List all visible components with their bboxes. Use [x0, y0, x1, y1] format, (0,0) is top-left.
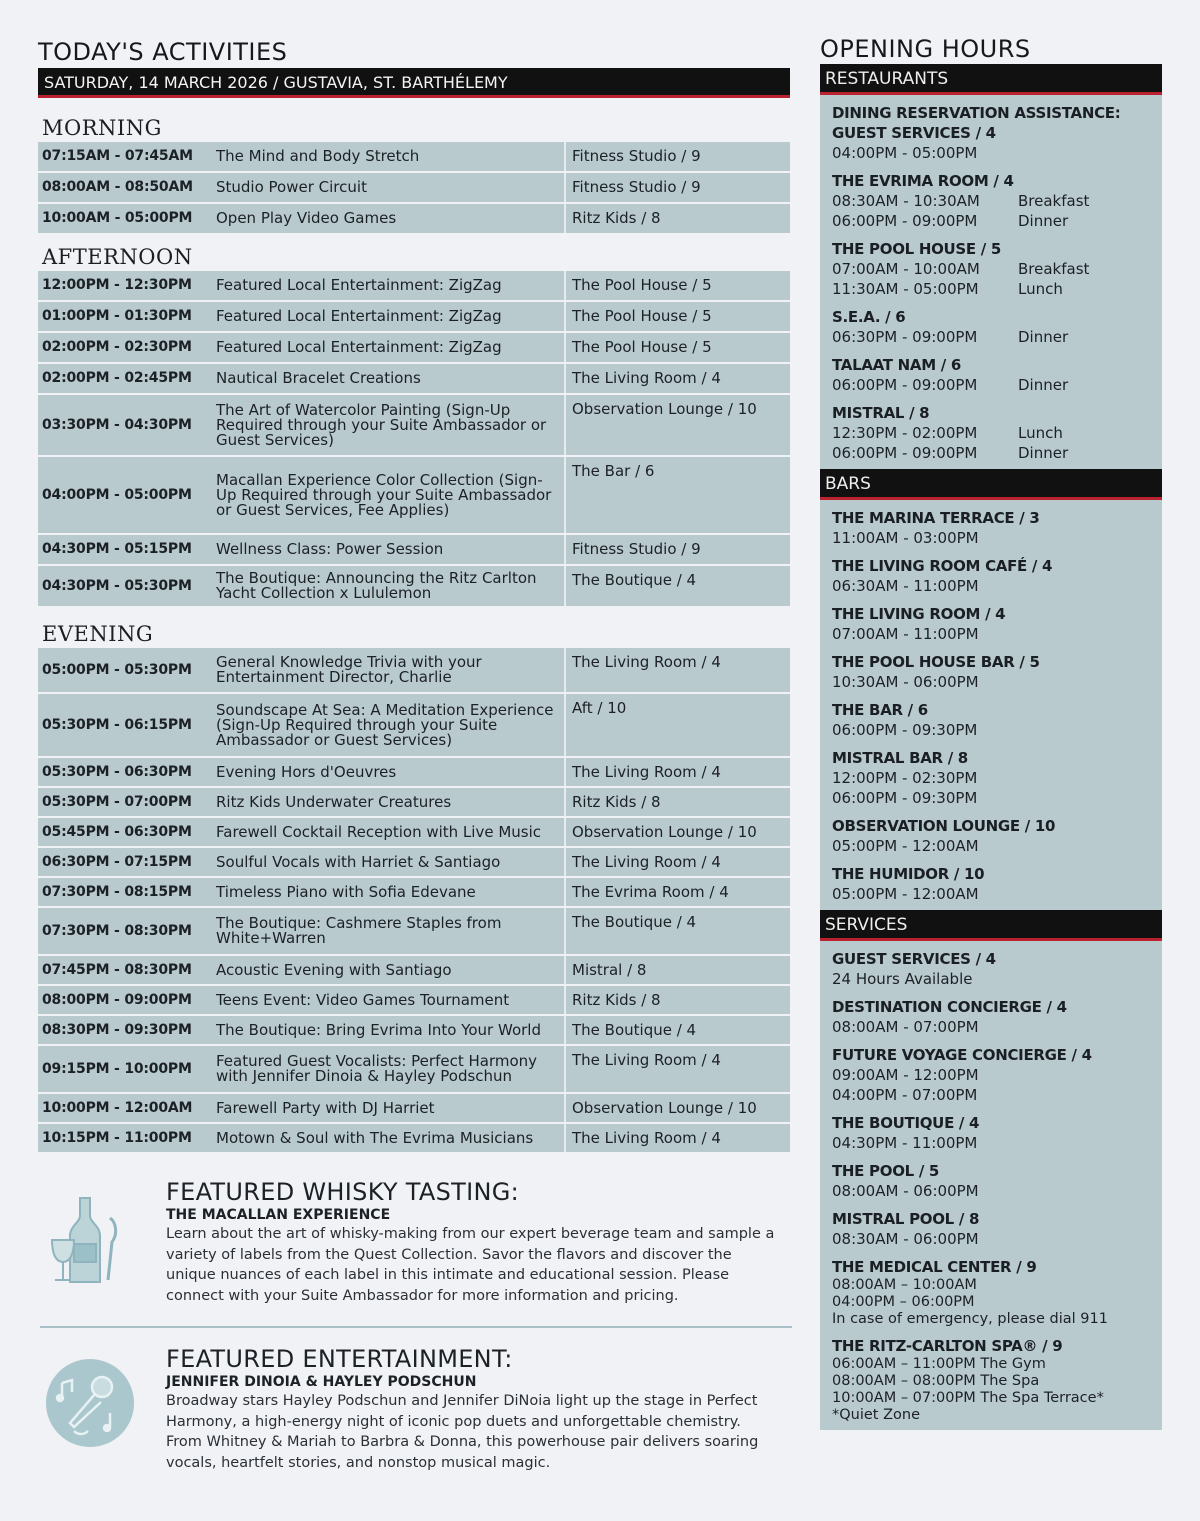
services-panel [820, 941, 1162, 1430]
activity-time: 09:15PM - 10:00PM [38, 1046, 212, 1092]
venue-name: THE EVRIMA ROOM / 4 [832, 172, 1014, 190]
activity-row [38, 271, 790, 300]
venue-entry [832, 1045, 1152, 1105]
venue-entry [832, 103, 1152, 163]
venue-name: OBSERVATION LOUNGE / 10 [832, 817, 1056, 835]
activity-row [38, 788, 790, 816]
hours-row [832, 1065, 1152, 1085]
venue-name: GUEST SERVICES / 4 [832, 950, 996, 968]
featured-whisky-subtitle: THE MACALLAN EXPERIENCE [166, 1207, 391, 1223]
venue-entry [832, 1209, 1152, 1249]
restaurants-heading: RESTAURANTS [820, 64, 1162, 95]
venue-entry [832, 604, 1152, 644]
activity-row [38, 173, 790, 202]
activity-name: Evening Hors d'Oeuvres [212, 758, 566, 786]
activities-title: TODAY'S ACTIVITIES [38, 38, 288, 66]
venue-entry [832, 997, 1152, 1037]
venue-entry [832, 355, 1152, 395]
hours-time: 08:00AM - 07:00PM [832, 1018, 979, 1036]
venue-name: THE POOL / 5 [832, 1162, 940, 1180]
activity-name: Ritz Kids Underwater Creatures [212, 788, 566, 816]
hours-time: 24 Hours Available [832, 970, 973, 988]
venue-entry [832, 700, 1152, 740]
morning-heading: MORNING [42, 116, 162, 140]
activity-time: 01:00PM - 01:30PM [38, 302, 212, 331]
activity-row [38, 908, 790, 954]
date-location-bar: SATURDAY, 14 MARCH 2026 / GUSTAVIA, ST. BARTHÉLEMY [38, 68, 790, 98]
activity-name: The Mind and Body Stretch [212, 142, 566, 171]
activity-name: Featured Guest Vocalists: Perfect Harmony with Jennifer Dinoia & Hayley Podschun [212, 1046, 566, 1092]
activity-name: General Knowledge Trivia with your Entertainment Director, Charlie [212, 648, 566, 692]
hours-row [832, 624, 1152, 644]
activity-time: 07:30PM - 08:30PM [38, 908, 212, 954]
venue-entry [832, 1161, 1152, 1201]
hours-time: 08:30AM - 10:30AM [832, 192, 980, 210]
meal-label: Breakfast [1018, 260, 1090, 278]
activity-row [38, 142, 790, 171]
activity-location: Observation Lounge / 10 [566, 1094, 790, 1122]
hours-time: 07:00AM - 10:00AM [832, 260, 980, 278]
venue-entry [832, 403, 1152, 463]
activity-time: 05:30PM - 07:00PM [38, 788, 212, 816]
hours-time: 06:00PM - 09:00PM [832, 444, 978, 462]
activity-location: Mistral / 8 [566, 956, 790, 984]
body-line: Learn about the art of whisky-making from our expert beverage team and sample a [166, 1226, 775, 1242]
featured-entertainment-body [166, 1391, 796, 1473]
bars-heading: BARS [820, 469, 1162, 500]
featured-entertainment-title: FEATURED ENTERTAINMENT: [166, 1345, 513, 1373]
activity-time: 06:30PM - 07:15PM [38, 848, 212, 876]
activity-time: 07:15AM - 07:45AM [38, 142, 212, 171]
hours-row [832, 259, 1152, 279]
activity-name: Soulful Vocals with Harriet & Santiago [212, 848, 566, 876]
venue-name: DESTINATION CONCIERGE / 4 [832, 998, 1067, 1016]
venue-name: THE MEDICAL CENTER / 9 [832, 1258, 1037, 1276]
featured-whisky-body [166, 1224, 796, 1306]
activity-location: Aft / 10 [566, 694, 790, 756]
venue-entry [832, 239, 1152, 299]
hours-row [832, 279, 1152, 299]
meal-label: Dinner [1018, 212, 1069, 230]
services-heading: SERVICES [820, 910, 1162, 941]
hours-row [832, 576, 1152, 596]
activity-time: 07:30PM - 08:15PM [38, 878, 212, 906]
hours-time: 06:00AM – 11:00PM The Gym [832, 1356, 1046, 1372]
activity-time: 08:00AM - 08:50AM [38, 173, 212, 202]
hours-time: 04:00PM - 05:00PM [832, 144, 978, 162]
venue-entry [832, 307, 1152, 347]
activity-row [38, 1094, 790, 1122]
evening-table [38, 646, 790, 1154]
hours-row [832, 720, 1152, 740]
activity-location: Fitness Studio / 9 [566, 535, 790, 564]
morning-table [38, 140, 790, 235]
hours-time: 07:00AM - 11:00PM [832, 625, 979, 643]
activity-row [38, 302, 790, 331]
activity-name: The Boutique: Bring Evrima Into Your World [212, 1016, 566, 1044]
activity-location: The Living Room / 4 [566, 1046, 790, 1092]
hours-row [832, 443, 1152, 463]
venue-note: In case of emergency, please dial 911 [832, 1311, 1108, 1327]
hours-row [832, 327, 1152, 347]
activity-time: 12:00PM - 12:30PM [38, 271, 212, 300]
activity-name: Farewell Party with DJ Harriet [212, 1094, 566, 1122]
venue-name: FUTURE VOYAGE CONCIERGE / 4 [832, 1046, 1092, 1064]
hours-time: 04:00PM – 06:00PM [832, 1294, 975, 1310]
activity-row [38, 818, 790, 846]
hours-time: 10:00AM – 07:00PM The Spa Terrace* [832, 1390, 1104, 1406]
activity-time: 05:45PM - 06:30PM [38, 818, 212, 846]
activity-row [38, 395, 790, 455]
hours-time: 08:00AM - 06:00PM [832, 1182, 979, 1200]
restaurants-panel [820, 95, 1162, 469]
activity-location: The Living Room / 4 [566, 364, 790, 393]
afternoon-heading: AFTERNOON [42, 245, 193, 269]
activity-location: The Pool House / 5 [566, 333, 790, 362]
activity-name: Soundscape At Sea: A Meditation Experience (Sign-Up Required through your Suite Ambassador or Guest Services) [212, 694, 566, 756]
activity-row [38, 758, 790, 786]
activity-row [38, 1016, 790, 1044]
activity-name: Teens Event: Video Games Tournament [212, 986, 566, 1014]
activity-time: 02:00PM - 02:30PM [38, 333, 212, 362]
activity-time: 10:00AM - 05:00PM [38, 204, 212, 233]
hours-time: 06:00PM - 09:00PM [832, 376, 978, 394]
activity-location: The Pool House / 5 [566, 302, 790, 331]
activity-time: 08:30PM - 09:30PM [38, 1016, 212, 1044]
activity-time: 07:45PM - 08:30PM [38, 956, 212, 984]
hours-row [832, 1133, 1152, 1153]
activity-name: Farewell Cocktail Reception with Live Music [212, 818, 566, 846]
activity-row [38, 333, 790, 362]
activity-name: The Boutique: Announcing the Ritz Carlton Yacht Collection x Lululemon [212, 566, 566, 606]
activity-name: Studio Power Circuit [212, 173, 566, 202]
activity-location: The Bar / 6 [566, 457, 790, 533]
activity-name: The Art of Watercolor Painting (Sign-Up Required through your Suite Ambassador or Guest Services) [212, 395, 566, 455]
body-line: From Whitney & Mariah to Barbra & Donna, this powerhouse pair delivers soaring [166, 1434, 759, 1450]
activity-row [38, 1046, 790, 1092]
activity-row [38, 204, 790, 233]
body-line: unique nuances of each label in this intimate and educational session. Please [166, 1267, 730, 1283]
venue-name: DINING RESERVATION ASSISTANCE: [832, 104, 1121, 122]
venue-entry [832, 1257, 1152, 1328]
venue-entry [832, 556, 1152, 596]
activity-location: Ritz Kids / 8 [566, 986, 790, 1014]
activity-time: 05:30PM - 06:15PM [38, 694, 212, 756]
meal-label: Dinner [1018, 328, 1069, 346]
hours-time: 08:30AM - 06:00PM [832, 1230, 979, 1248]
venue-entry [832, 508, 1152, 548]
meal-label: Dinner [1018, 444, 1069, 462]
meal-label: Lunch [1018, 280, 1063, 298]
hours-row [832, 1181, 1152, 1201]
hours-row [832, 423, 1152, 443]
activity-location: Fitness Studio / 9 [566, 142, 790, 171]
activity-time: 10:15PM - 11:00PM [38, 1124, 212, 1152]
activity-row [38, 878, 790, 906]
activity-name: Macallan Experience Color Collection (Sign-Up Required through your Suite Ambassador or Guest Services, Fee Applies) [212, 457, 566, 533]
activity-location: The Boutique / 4 [566, 908, 790, 954]
hours-time: 04:30PM - 11:00PM [832, 1134, 978, 1152]
hours-time: 10:30AM - 06:00PM [832, 673, 979, 691]
wine-bottle-glass-icon [48, 1196, 132, 1286]
venue-name: MISTRAL / 8 [832, 404, 930, 422]
hours-time: 06:00PM - 09:00PM [832, 212, 978, 230]
activity-name: Nautical Bracelet Creations [212, 364, 566, 393]
venue-name: THE LIVING ROOM / 4 [832, 605, 1006, 623]
activity-time: 04:30PM - 05:30PM [38, 566, 212, 606]
hours-time: 09:00AM - 12:00PM [832, 1066, 979, 1084]
activity-time: 02:00PM - 02:45PM [38, 364, 212, 393]
hours-row [832, 768, 1152, 788]
hours-row [832, 672, 1152, 692]
activity-location: Observation Lounge / 10 [566, 395, 790, 455]
hours-time: 05:00PM - 12:00AM [832, 885, 979, 903]
hours-row [832, 1277, 1152, 1294]
venue-entry [832, 1113, 1152, 1153]
activity-name: Featured Local Entertainment: ZigZag [212, 302, 566, 331]
venue-name: THE LIVING ROOM CAFÉ / 4 [832, 557, 1053, 575]
activity-time: 10:00PM - 12:00AM [38, 1094, 212, 1122]
activity-name: Wellness Class: Power Session [212, 535, 566, 564]
meal-label: Breakfast [1018, 192, 1090, 210]
activity-row [38, 364, 790, 393]
activity-time: 05:30PM - 06:30PM [38, 758, 212, 786]
evening-heading: EVENING [42, 622, 154, 646]
hours-row [832, 788, 1152, 808]
activity-name: Open Play Video Games [212, 204, 566, 233]
venue-name: TALAAT NAM / 6 [832, 356, 961, 374]
activity-location: The Living Room / 4 [566, 1124, 790, 1152]
activity-row [38, 535, 790, 564]
venue-name: THE POOL HOUSE BAR / 5 [832, 653, 1040, 671]
activity-row [38, 457, 790, 533]
hours-row [832, 836, 1152, 856]
activity-name: Featured Local Entertainment: ZigZag [212, 271, 566, 300]
hours-time: 06:00PM - 09:30PM [832, 721, 978, 739]
body-line: Harmony, a high-energy night of iconic pop duets and unforgettable chemistry. [166, 1413, 741, 1430]
activity-time: 08:00PM - 09:00PM [38, 986, 212, 1014]
hours-time: 06:00PM - 09:30PM [832, 789, 978, 807]
venue-name: GUEST SERVICES / 4 [832, 124, 996, 142]
venue-name: THE RITZ-CARLTON SPA® / 9 [832, 1337, 1063, 1355]
featured-entertainment-subtitle: JENNIFER DINOIA & HAYLEY PODSCHUN [166, 1374, 477, 1390]
activity-location: Ritz Kids / 8 [566, 788, 790, 816]
hours-row [832, 1085, 1152, 1105]
hours-row [832, 375, 1152, 395]
activity-name: Motown & Soul with The Evrima Musicians [212, 1124, 566, 1152]
hours-row [832, 1017, 1152, 1037]
hours-time: 06:30AM - 11:00PM [832, 577, 979, 595]
activity-row [38, 848, 790, 876]
activity-location: Observation Lounge / 10 [566, 818, 790, 846]
hours-row [832, 1390, 1152, 1407]
venue-entry [832, 864, 1152, 904]
opening-hours-column [820, 34, 1162, 1430]
activity-location: The Boutique / 4 [566, 1016, 790, 1044]
hours-time: 12:30PM - 02:00PM [832, 424, 978, 442]
featured-whisky-section [40, 1178, 796, 1318]
activity-time: 03:30PM - 04:30PM [38, 395, 212, 455]
activity-name: Featured Local Entertainment: ZigZag [212, 333, 566, 362]
hours-row [832, 1229, 1152, 1249]
hours-time: 11:30AM - 05:00PM [832, 280, 979, 298]
activity-location: Fitness Studio / 9 [566, 173, 790, 202]
activities-column [38, 38, 794, 1154]
opening-hours-title: OPENING HOURS [820, 35, 1031, 63]
venue-entry [832, 748, 1152, 808]
activity-location: The Living Room / 4 [566, 848, 790, 876]
hours-time: 12:00PM - 02:30PM [832, 769, 978, 787]
hours-time: 04:00PM - 07:00PM [832, 1086, 978, 1104]
activity-time: 04:30PM - 05:15PM [38, 535, 212, 564]
activity-location: Ritz Kids / 8 [566, 204, 790, 233]
hours-row [832, 969, 1152, 989]
activity-name: Acoustic Evening with Santiago [212, 956, 566, 984]
hours-row [832, 211, 1152, 231]
activity-name: Timeless Piano with Sofia Edevane [212, 878, 566, 906]
hours-time: 08:00AM – 08:00PM The Spa [832, 1373, 1040, 1389]
venue-entry [832, 652, 1152, 692]
venue-name: MISTRAL BAR / 8 [832, 749, 968, 767]
activity-row [38, 1124, 790, 1152]
activity-row [38, 694, 790, 756]
venue-name: S.E.A. / 6 [832, 308, 906, 326]
featured-entertainment-section [40, 1345, 796, 1485]
body-line: connect with your Suite Ambassador for more information and pricing. [166, 1287, 679, 1304]
activity-location: The Evrima Room / 4 [566, 878, 790, 906]
hours-row [832, 191, 1152, 211]
venue-name: THE HUMIDOR / 10 [832, 865, 985, 883]
body-line: vocals, heartfelt stories, and nonstop musical magic. [166, 1454, 551, 1471]
activity-location: The Boutique / 4 [566, 566, 790, 606]
hours-time: 08:00AM – 10:00AM [832, 1277, 977, 1293]
venue-name: THE POOL HOUSE / 5 [832, 240, 1002, 258]
afternoon-table [38, 269, 790, 608]
hours-row [832, 1373, 1152, 1390]
hours-row [832, 143, 1152, 163]
activity-location: The Pool House / 5 [566, 271, 790, 300]
microphone-music-notes-icon [44, 1357, 136, 1449]
activity-time: 05:00PM - 05:30PM [38, 648, 212, 692]
activity-row [38, 566, 790, 606]
meal-label: Dinner [1018, 376, 1069, 394]
hours-time: 06:30PM - 09:00PM [832, 328, 978, 346]
hours-time: 05:00PM - 12:00AM [832, 837, 979, 855]
body-line: variety of labels from the Quest Collection. Savor the flavors and discover the [166, 1246, 732, 1263]
hours-row [832, 528, 1152, 548]
venue-name: MISTRAL POOL / 8 [832, 1210, 980, 1228]
bars-panel [820, 500, 1162, 910]
venue-note: *Quiet Zone [832, 1407, 921, 1423]
hours-row [832, 1294, 1152, 1311]
venue-entry [832, 171, 1152, 231]
venue-entry [832, 1336, 1152, 1424]
featured-divider [40, 1326, 792, 1328]
hours-row [832, 1356, 1152, 1373]
activity-row [38, 648, 790, 692]
activity-name: The Boutique: Cashmere Staples from White+Warren [212, 908, 566, 954]
hours-row [832, 884, 1152, 904]
activity-location: The Living Room / 4 [566, 648, 790, 692]
hours-time: 11:00AM - 03:00PM [832, 529, 979, 547]
venue-entry [832, 816, 1152, 856]
venue-name: THE BOUTIQUE / 4 [832, 1114, 980, 1132]
venue-entry [832, 949, 1152, 989]
meal-label: Lunch [1018, 424, 1063, 442]
activity-row [38, 986, 790, 1014]
venue-name: THE BAR / 6 [832, 701, 928, 719]
activity-time: 04:00PM - 05:00PM [38, 457, 212, 533]
featured-whisky-title: FEATURED WHISKY TASTING: [166, 1178, 519, 1206]
venue-name: THE MARINA TERRACE / 3 [832, 509, 1040, 527]
activity-location: The Living Room / 4 [566, 758, 790, 786]
body-line: Broadway stars Hayley Podschun and Jennifer DiNoia light up the stage in Perfect [166, 1393, 758, 1409]
activity-row [38, 956, 790, 984]
